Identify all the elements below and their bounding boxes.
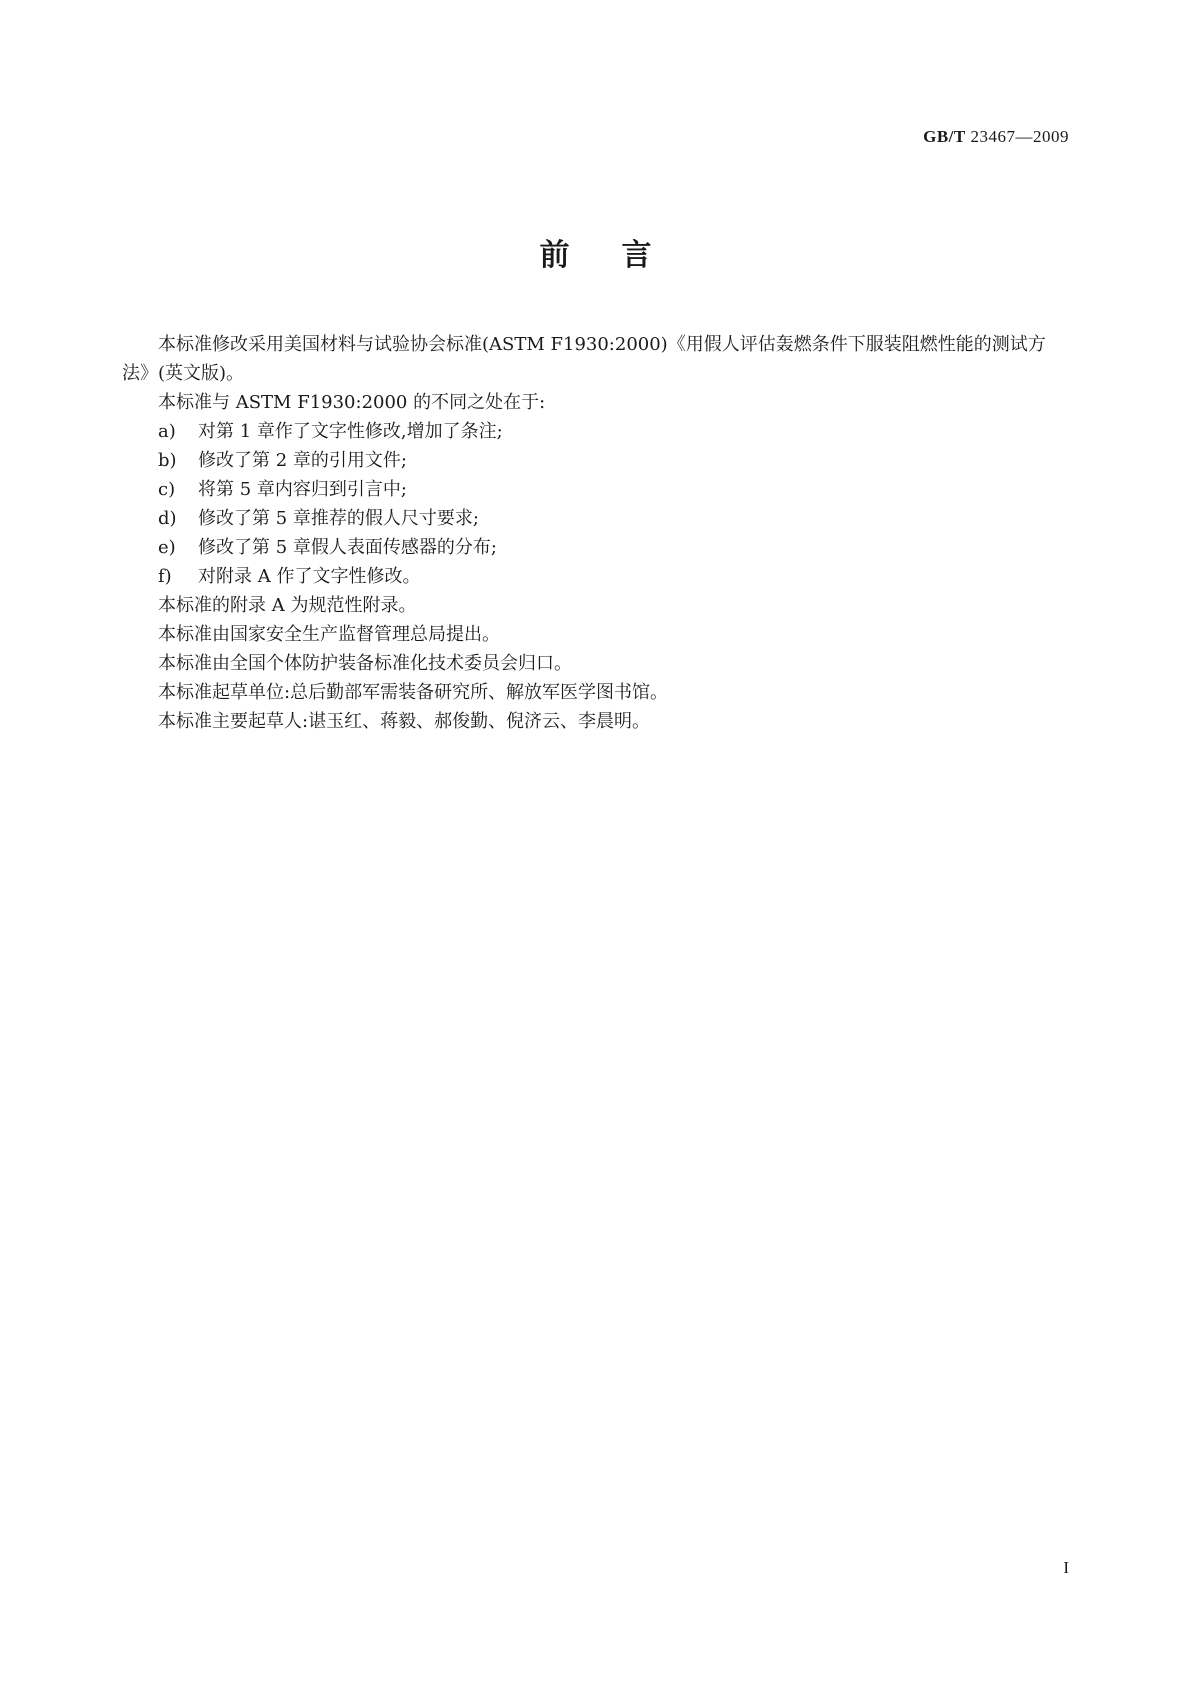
standard-number: 23467—2009	[970, 127, 1069, 146]
list-marker: b)	[158, 450, 177, 471]
list-item	[122, 562, 1070, 591]
page-title: 前言	[539, 238, 704, 273]
list-marker: d)	[158, 508, 177, 529]
list-item	[122, 446, 1070, 475]
page-number: I	[1063, 1558, 1069, 1577]
list-item-text: 对附录 A 作了文字性修改。	[198, 566, 421, 587]
paragraph-differences-intro: 本标准与 ASTM F1930:2000 的不同之处在于:	[158, 392, 546, 413]
list-item-text: 将第 5 章内容归到引言中;	[198, 479, 407, 500]
paragraph-annex: 本标准的附录 A 为规范性附录。	[158, 595, 417, 616]
list-marker: f)	[158, 566, 172, 587]
foreword-body	[122, 330, 1070, 736]
paragraph-drafters: 本标准主要起草人:谌玉红、蒋毅、郝俊勤、倪济云、李晨明。	[158, 711, 651, 732]
list-item	[122, 417, 1070, 446]
list-item-text: 修改了第 5 章推荐的假人尺寸要求;	[198, 508, 479, 529]
list-item-text: 修改了第 2 章的引用文件;	[198, 450, 407, 471]
paragraph-drafting-units: 本标准起草单位:总后勤部军需装备研究所、解放军医学图书馆。	[158, 682, 669, 703]
list-item-text: 对第 1 章作了文字性修改,增加了条注;	[198, 421, 503, 442]
list-marker: a)	[158, 421, 176, 442]
list-marker: e)	[158, 537, 176, 558]
standard-prefix: GB/T	[923, 127, 966, 146]
paragraph-proposer: 本标准由国家安全生产监督管理总局提出。	[158, 624, 500, 645]
list-item-text: 修改了第 5 章假人表面传感器的分布;	[198, 537, 497, 558]
list-item	[122, 475, 1070, 504]
list-item	[122, 533, 1070, 562]
paragraph-adoption: 本标准修改采用美国材料与试验协会标准(ASTM F1930:2000)《用假人评估轰燃条件下服装阻燃性能的测试方法》(英文版)。	[122, 334, 1046, 384]
list-marker: c)	[158, 479, 176, 500]
standard-code	[923, 127, 1069, 147]
list-item	[122, 504, 1070, 533]
paragraph-committee: 本标准由全国个体防护装备标准化技术委员会归口。	[158, 653, 572, 674]
